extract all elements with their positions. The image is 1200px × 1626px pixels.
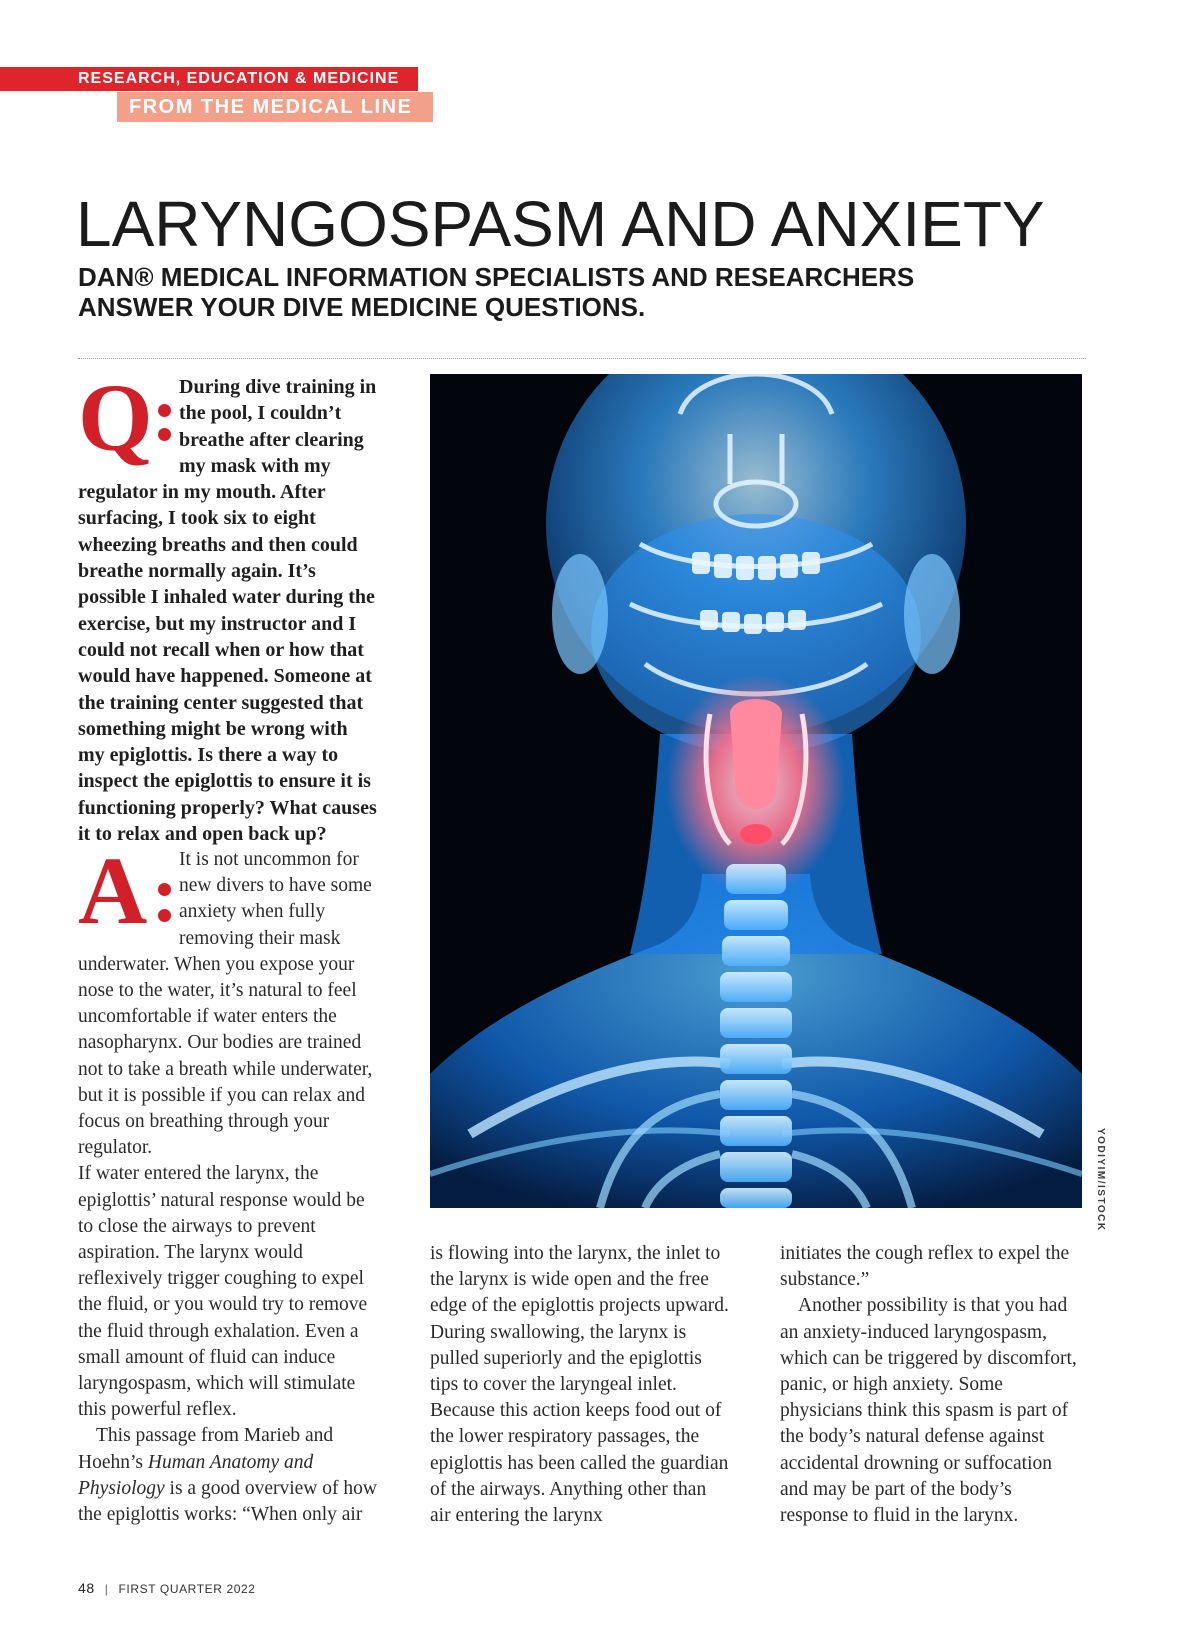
xray-neck-illustration	[430, 374, 1082, 1208]
answer-dropcap	[78, 837, 173, 944]
book-title: Human Anatomy and Physiology	[78, 1451, 314, 1499]
body-text: initiates the cough reflex to expel the substance.”	[780, 1243, 1070, 1291]
answer-text: If water entered the larynx, the epiglottis’ natural response would be to close the airways to prevent aspiration. The larynx would reflexively trigger coughing to expel the fluid, or you would try to remove the fluid through exhalation. Even a small amount of fluid can induce laryngospasm, which will stimulate this powerful reflex.	[78, 1163, 368, 1421]
answer-column	[78, 837, 378, 1528]
deck-line: DAN® MEDICAL INFORMATION SPECIALISTS AND RESEARCHERS	[78, 262, 915, 292]
body-paragraph	[780, 1241, 1080, 1293]
body-column-3	[780, 1241, 1080, 1529]
colon-dot	[158, 883, 171, 896]
answer-text: This passage from Marieb and Hoehn’s	[78, 1425, 334, 1473]
colon-dot	[158, 404, 171, 417]
body-paragraph	[780, 1293, 1080, 1529]
question-paragraph	[78, 364, 378, 847]
page-footer	[78, 1580, 256, 1596]
photo-credit: YODIYIM/ISTOCK	[1095, 1128, 1106, 1232]
article-deck	[78, 262, 1078, 322]
dropcap-letter: Q	[78, 364, 153, 471]
colon-dot	[158, 909, 171, 922]
department-tag: FROM THE MEDICAL LINE	[117, 92, 433, 122]
answer-paragraph	[78, 1161, 378, 1423]
answer-text: is a good overview of how the epiglottis works: “When only air	[78, 1477, 377, 1526]
answer-text: It is not uncommon for new divers to have some anxiety when fully removing their mask underwater. When you expose your nose to the water, it’s natural to feel uncomfortable if water enters the nasopharynx. Our bodies are trained not to take a breath while underwater, but it is possible if you can relax and focus on breathing through your regulator.	[78, 849, 373, 1159]
body-text: is flowing into the larynx, the inlet to the larynx is wide open and the free edge of the epiglottis projects upward. During swallowing, the larynx is pulled superiorly and the epiglottis tips to cover the laryngeal inlet. Because this action keeps food out of the lower respiratory passages, the epiglottis has been called the guardian of the airways. Anything other than air entering the larynx	[430, 1243, 729, 1527]
answer-paragraph	[78, 1423, 378, 1528]
deck-line: ANSWER YOUR DIVE MEDICINE QUESTIONS.	[78, 292, 646, 322]
issue-label: FIRST QUARTER 2022	[118, 1582, 256, 1596]
question-dropcap	[78, 364, 173, 471]
section-tag: RESEARCH, EDUCATION & MEDICINE	[0, 67, 418, 91]
answer-paragraph	[78, 837, 378, 1161]
question-text: During dive training in the pool, I couldn’t breathe after clearing my mask with my regulator in my mouth. After surfacing, I took six to eight wheezing breaths and then could breathe normally again. It’s possible I inhaled water during the exercise, but my instructor and I could not recall when or how that would have happened. Someone at the training center suggested that something might be wrong with my epiglottis. Is there a way to inspect the epiglottis to ensure it is functioning properly? What causes it to relax and open back up?	[78, 376, 377, 846]
cervical-spine	[720, 864, 792, 1208]
footer-separator: |	[104, 1582, 109, 1596]
dropcap-letter: A	[78, 837, 148, 944]
larynx-highlight	[666, 674, 846, 894]
divider-rule	[78, 358, 1086, 359]
body-column-2	[430, 1241, 730, 1529]
colon-dot	[158, 428, 171, 441]
article-title: LARYNGOSPASM AND ANXIETY	[76, 188, 1045, 260]
body-text: Another possibility is that you had an anxiety-induced laryngospasm, which can be triggered by discomfort, panic, or high anxiety. Some physicians think this spasm is part of the body’s natural defense against accidental drowning or suffocation and may be part of the body’s response to fluid in the larynx.	[780, 1295, 1077, 1527]
page-number: 48	[78, 1580, 95, 1596]
